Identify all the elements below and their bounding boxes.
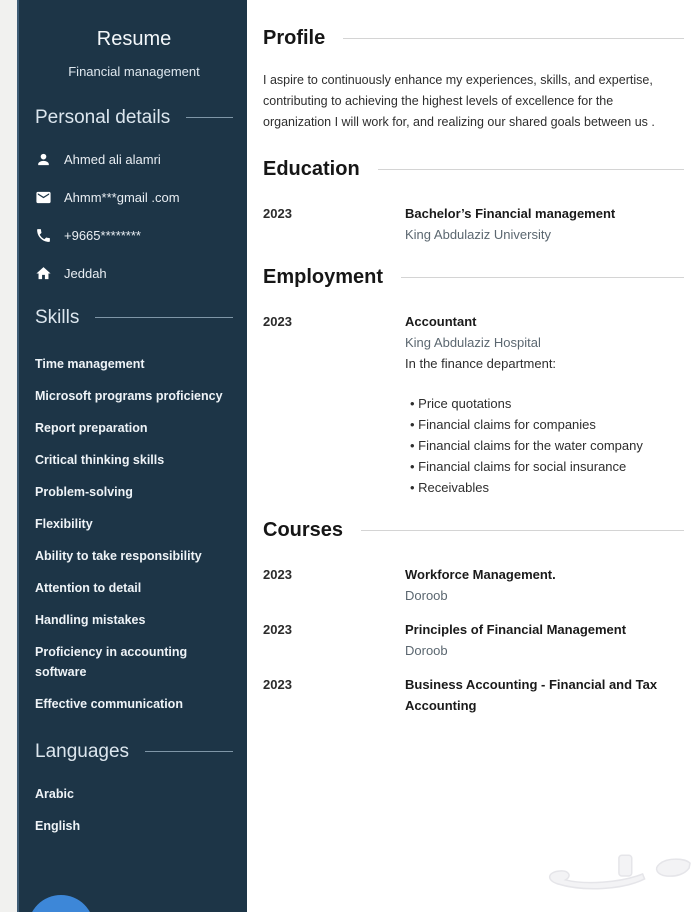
skill-list	[35, 354, 233, 714]
contact-city-text: Jeddah	[64, 266, 107, 281]
entry-title: Bachelor’s Financial management	[405, 206, 616, 221]
entry-body	[405, 619, 684, 661]
entry-title: Principles of Financial Management	[405, 622, 627, 637]
employment-heading	[263, 265, 684, 289]
divider-line	[343, 38, 684, 39]
education-entry	[263, 203, 684, 245]
entry-date: 2023	[263, 622, 292, 637]
bullet-item: • Financial claims for the water company	[405, 435, 684, 456]
entry-date: 2023	[263, 677, 292, 692]
skill-item: Handling mistakes	[35, 613, 146, 627]
profile-heading	[263, 26, 684, 50]
entry-body	[405, 311, 684, 498]
entry-title: Business Accounting - Financial and Tax Accounting	[405, 677, 658, 713]
employment-entry	[263, 311, 684, 498]
bullet-item: • Receivables	[405, 477, 684, 498]
profile-text: I aspire to continuously enhance my experiences, skills, and expertise, contributing to achieving the highest levels of excellence for the organization I will work for, and realizing our shared goals between us .	[263, 73, 655, 129]
contact-city	[35, 265, 233, 282]
contact-name	[35, 151, 233, 168]
phone-icon	[35, 227, 52, 244]
education-heading-label: Education	[263, 158, 360, 180]
languages-heading	[35, 740, 233, 763]
contact-email-text: Ahmm***gmail .com	[64, 190, 180, 205]
language-item: Arabic	[35, 787, 74, 801]
resume-title: Resume	[96, 28, 172, 50]
languages-heading-label: Languages	[35, 741, 130, 762]
divider-line	[186, 117, 233, 118]
education-heading	[263, 157, 684, 181]
haraj-watermark-logo	[526, 850, 694, 898]
courses-heading	[263, 518, 684, 542]
sidebar	[17, 0, 247, 912]
entry-title: Workforce Management.	[405, 567, 556, 582]
skill-item: Proficiency in accounting software	[35, 645, 188, 679]
main-content	[247, 0, 700, 912]
skill-item: Effective communication	[35, 697, 183, 711]
entry-body	[405, 564, 684, 606]
entry-institution: Doroob	[405, 643, 448, 658]
course-entry	[263, 564, 684, 606]
entry-date: 2023	[263, 206, 292, 221]
divider-line	[378, 169, 684, 170]
envelope-icon	[35, 189, 52, 206]
divider-line	[361, 530, 684, 531]
contact-list	[35, 151, 233, 282]
language-list	[35, 784, 233, 836]
entry-date: 2023	[263, 314, 292, 329]
user-icon	[35, 151, 52, 168]
profile-heading-label: Profile	[263, 27, 326, 49]
skill-item: Microsoft programs proficiency	[35, 389, 223, 403]
course-entry	[263, 674, 684, 716]
decorative-blue-circle	[28, 895, 94, 912]
personal-details-heading	[35, 106, 233, 129]
skill-item: Report preparation	[35, 421, 148, 435]
contact-phone	[35, 227, 233, 244]
divider-line	[401, 277, 684, 278]
entry-institution: King Abdulaziz Hospital	[405, 335, 541, 350]
skill-item: Critical thinking skills	[35, 453, 165, 467]
language-item: English	[35, 819, 81, 833]
skill-item: Attention to detail	[35, 581, 142, 595]
bullet-item: • Price quotations	[405, 393, 684, 414]
skills-heading-label: Skills	[35, 307, 80, 328]
contact-name-text: Ahmed ali alamri	[64, 152, 161, 167]
skill-item: Ability to take responsibility	[35, 549, 202, 563]
entry-institution: King Abdulaziz University	[405, 227, 551, 242]
contact-phone-text: +9665********	[64, 228, 141, 243]
skill-item: Problem-solving	[35, 485, 133, 499]
entry-description: In the finance department:	[405, 356, 557, 371]
entry-date: 2023	[263, 567, 292, 582]
skill-item: Time management	[35, 357, 145, 371]
bullet-item: • Financial claims for companies	[405, 414, 684, 435]
entry-body	[405, 203, 684, 245]
entry-bullet-list	[405, 393, 684, 498]
page-edge-strip	[0, 0, 17, 912]
skills-heading	[35, 306, 233, 329]
course-entry	[263, 619, 684, 661]
home-icon	[35, 265, 52, 282]
entry-body	[405, 674, 684, 716]
resume-subtitle: Financial management	[68, 64, 200, 79]
contact-email	[35, 189, 233, 206]
courses-heading-label: Courses	[263, 519, 344, 541]
employment-heading-label: Employment	[263, 266, 384, 288]
divider-line	[145, 751, 233, 752]
skill-item: Flexibility	[35, 517, 93, 531]
bullet-item: • Financial claims for social insurance	[405, 456, 684, 477]
divider-line	[95, 317, 233, 318]
entry-institution: Doroob	[405, 588, 448, 603]
entry-title: Accountant	[405, 314, 477, 329]
personal-details-heading-label: Personal details	[35, 107, 171, 128]
